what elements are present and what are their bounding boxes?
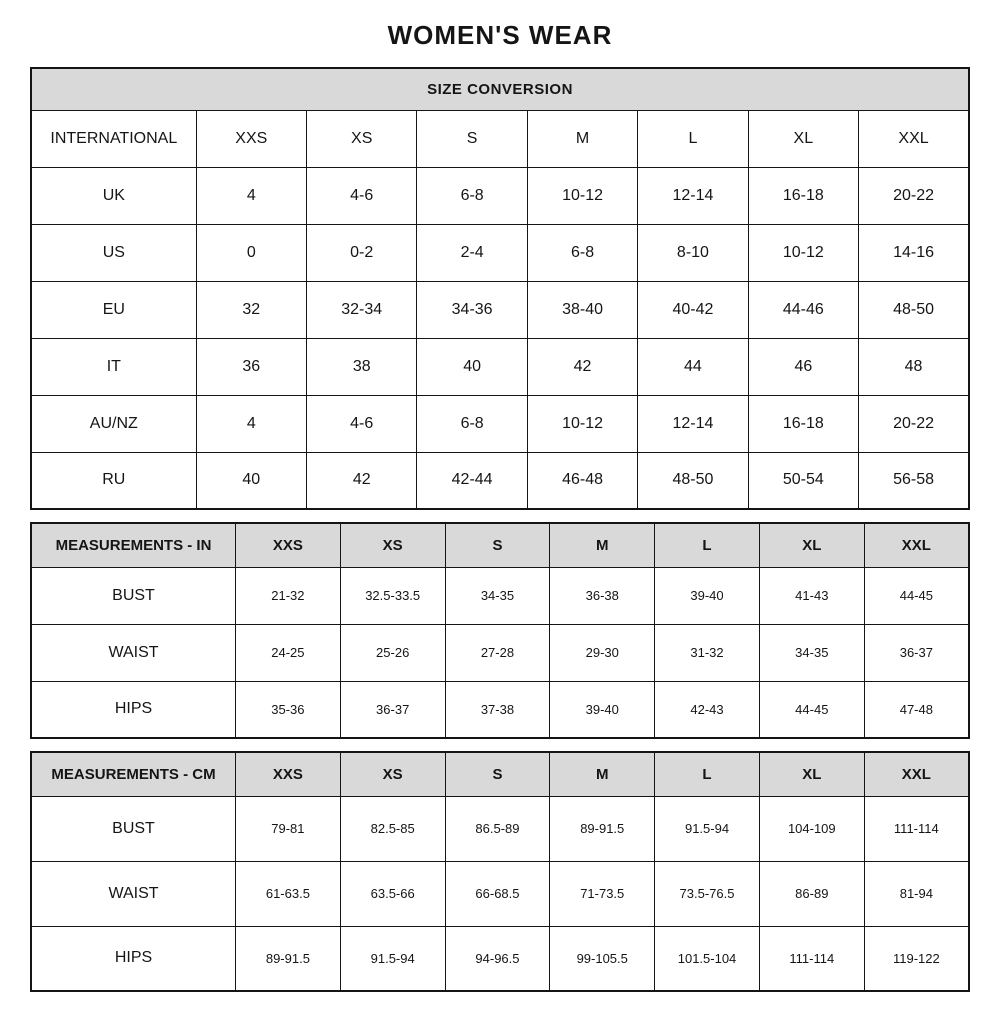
measurements-in-table: [30, 522, 970, 739]
row-label: WAIST: [31, 624, 236, 681]
row-label: HIPS: [31, 926, 236, 991]
value-cell: 111-114: [759, 926, 864, 991]
row-label: BUST: [31, 567, 236, 624]
value-cell: 66-68.5: [445, 861, 550, 926]
size-conversion-title: SIZE CONVERSION: [31, 68, 969, 110]
size-column-header-xl: XL: [748, 110, 858, 167]
value-cell: 37-38: [445, 681, 550, 738]
value-cell: 4-6: [307, 167, 417, 224]
value-cell: 25-26: [340, 624, 445, 681]
value-cell: 82.5-85: [340, 796, 445, 861]
size-conversion-row: [31, 452, 969, 509]
value-cell: 36: [196, 338, 306, 395]
value-cell: 6-8: [527, 224, 637, 281]
value-cell: 16-18: [748, 167, 858, 224]
value-cell: 44-45: [759, 681, 864, 738]
value-cell: 73.5-76.5: [655, 861, 760, 926]
measurements-in-title: MEASUREMENTS - IN: [31, 523, 236, 567]
size-column-header-xxs: XXS: [236, 752, 341, 796]
size-conversion-row: [31, 281, 969, 338]
measurements-cm-row: [31, 796, 969, 861]
value-cell: 44: [638, 338, 748, 395]
row-label: EU: [31, 281, 196, 338]
measurements-cm-table: [30, 751, 970, 992]
size-column-header-xl: XL: [759, 523, 864, 567]
value-cell: 119-122: [864, 926, 969, 991]
size-column-header-xxl: XXL: [864, 752, 969, 796]
size-column-header-xxl: XXL: [864, 523, 969, 567]
row-label: IT: [31, 338, 196, 395]
size-column-header-s: S: [417, 110, 527, 167]
measurements-cm-header-row: [31, 752, 969, 796]
value-cell: 35-36: [236, 681, 341, 738]
value-cell: 20-22: [859, 395, 969, 452]
size-column-header-xs: XS: [340, 752, 445, 796]
value-cell: 86.5-89: [445, 796, 550, 861]
size-column-header-xs: XS: [307, 110, 417, 167]
value-cell: 111-114: [864, 796, 969, 861]
value-cell: 89-91.5: [550, 796, 655, 861]
size-conversion-row: [31, 338, 969, 395]
value-cell: 38: [307, 338, 417, 395]
value-cell: 32: [196, 281, 306, 338]
value-cell: 81-94: [864, 861, 969, 926]
value-cell: 32-34: [307, 281, 417, 338]
value-cell: 34-35: [445, 567, 550, 624]
value-cell: 4: [196, 395, 306, 452]
size-column-header-m: M: [527, 110, 637, 167]
size-conversion-header-row: [31, 110, 969, 167]
value-cell: 32.5-33.5: [340, 567, 445, 624]
value-cell: 39-40: [655, 567, 760, 624]
value-cell: 0-2: [307, 224, 417, 281]
value-cell: 41-43: [759, 567, 864, 624]
size-column-header-xxl: XXL: [859, 110, 969, 167]
size-column-header-l: L: [655, 752, 760, 796]
value-cell: 20-22: [859, 167, 969, 224]
value-cell: 27-28: [445, 624, 550, 681]
value-cell: 42: [307, 452, 417, 509]
value-cell: 36-37: [340, 681, 445, 738]
value-cell: 10-12: [527, 167, 637, 224]
value-cell: 48-50: [638, 452, 748, 509]
value-cell: 56-58: [859, 452, 969, 509]
value-cell: 24-25: [236, 624, 341, 681]
measurements-cm-title: MEASUREMENTS - CM: [31, 752, 236, 796]
value-cell: 47-48: [864, 681, 969, 738]
size-column-header-xl: XL: [759, 752, 864, 796]
value-cell: 10-12: [527, 395, 637, 452]
value-cell: 46: [748, 338, 858, 395]
size-column-header-s: S: [445, 752, 550, 796]
size-column-header-m: M: [550, 523, 655, 567]
row-label: HIPS: [31, 681, 236, 738]
value-cell: 46-48: [527, 452, 637, 509]
value-cell: 63.5-66: [340, 861, 445, 926]
value-cell: 40: [417, 338, 527, 395]
size-conversion-row: [31, 167, 969, 224]
size-column-header-s: S: [445, 523, 550, 567]
value-cell: 44-46: [748, 281, 858, 338]
value-cell: 34-35: [759, 624, 864, 681]
value-cell: 39-40: [550, 681, 655, 738]
value-cell: 91.5-94: [655, 796, 760, 861]
size-column-header-xs: XS: [340, 523, 445, 567]
row-label: AU/NZ: [31, 395, 196, 452]
value-cell: 31-32: [655, 624, 760, 681]
size-conversion-row: [31, 224, 969, 281]
value-cell: 42: [527, 338, 637, 395]
value-cell: 42-44: [417, 452, 527, 509]
value-cell: 38-40: [527, 281, 637, 338]
measurements-in-header-row: [31, 523, 969, 567]
row-label: BUST: [31, 796, 236, 861]
size-conversion-title-row: [31, 68, 969, 110]
size-conversion-table: [30, 67, 970, 510]
column-header-international: INTERNATIONAL: [31, 110, 196, 167]
size-column-header-xxs: XXS: [196, 110, 306, 167]
value-cell: 71-73.5: [550, 861, 655, 926]
value-cell: 104-109: [759, 796, 864, 861]
value-cell: 61-63.5: [236, 861, 341, 926]
row-label: US: [31, 224, 196, 281]
value-cell: 4-6: [307, 395, 417, 452]
value-cell: 16-18: [748, 395, 858, 452]
value-cell: 10-12: [748, 224, 858, 281]
measurements-cm-row: [31, 926, 969, 991]
value-cell: 14-16: [859, 224, 969, 281]
row-label: UK: [31, 167, 196, 224]
page-title: WOMEN'S WEAR: [387, 20, 613, 50]
row-label: RU: [31, 452, 196, 509]
value-cell: 40-42: [638, 281, 748, 338]
value-cell: 6-8: [417, 167, 527, 224]
value-cell: 2-4: [417, 224, 527, 281]
value-cell: 42-43: [655, 681, 760, 738]
measurements-in-row: [31, 681, 969, 738]
value-cell: 34-36: [417, 281, 527, 338]
value-cell: 12-14: [638, 167, 748, 224]
value-cell: 12-14: [638, 395, 748, 452]
size-column-header-l: L: [655, 523, 760, 567]
value-cell: 48: [859, 338, 969, 395]
value-cell: 21-32: [236, 567, 341, 624]
value-cell: 29-30: [550, 624, 655, 681]
value-cell: 0: [196, 224, 306, 281]
value-cell: 44-45: [864, 567, 969, 624]
value-cell: 36-38: [550, 567, 655, 624]
value-cell: 48-50: [859, 281, 969, 338]
value-cell: 6-8: [417, 395, 527, 452]
value-cell: 89-91.5: [236, 926, 341, 991]
measurements-cm-row: [31, 861, 969, 926]
value-cell: 4: [196, 167, 306, 224]
value-cell: 86-89: [759, 861, 864, 926]
measurements-in-row: [31, 567, 969, 624]
value-cell: 94-96.5: [445, 926, 550, 991]
value-cell: 40: [196, 452, 306, 509]
value-cell: 99-105.5: [550, 926, 655, 991]
value-cell: 50-54: [748, 452, 858, 509]
size-column-header-xxs: XXS: [236, 523, 341, 567]
value-cell: 8-10: [638, 224, 748, 281]
size-column-header-m: M: [550, 752, 655, 796]
size-column-header-l: L: [638, 110, 748, 167]
value-cell: 91.5-94: [340, 926, 445, 991]
measurements-in-row: [31, 624, 969, 681]
value-cell: 101.5-104: [655, 926, 760, 991]
value-cell: 79-81: [236, 796, 341, 861]
size-conversion-row: [31, 395, 969, 452]
value-cell: 36-37: [864, 624, 969, 681]
row-label: WAIST: [31, 861, 236, 926]
